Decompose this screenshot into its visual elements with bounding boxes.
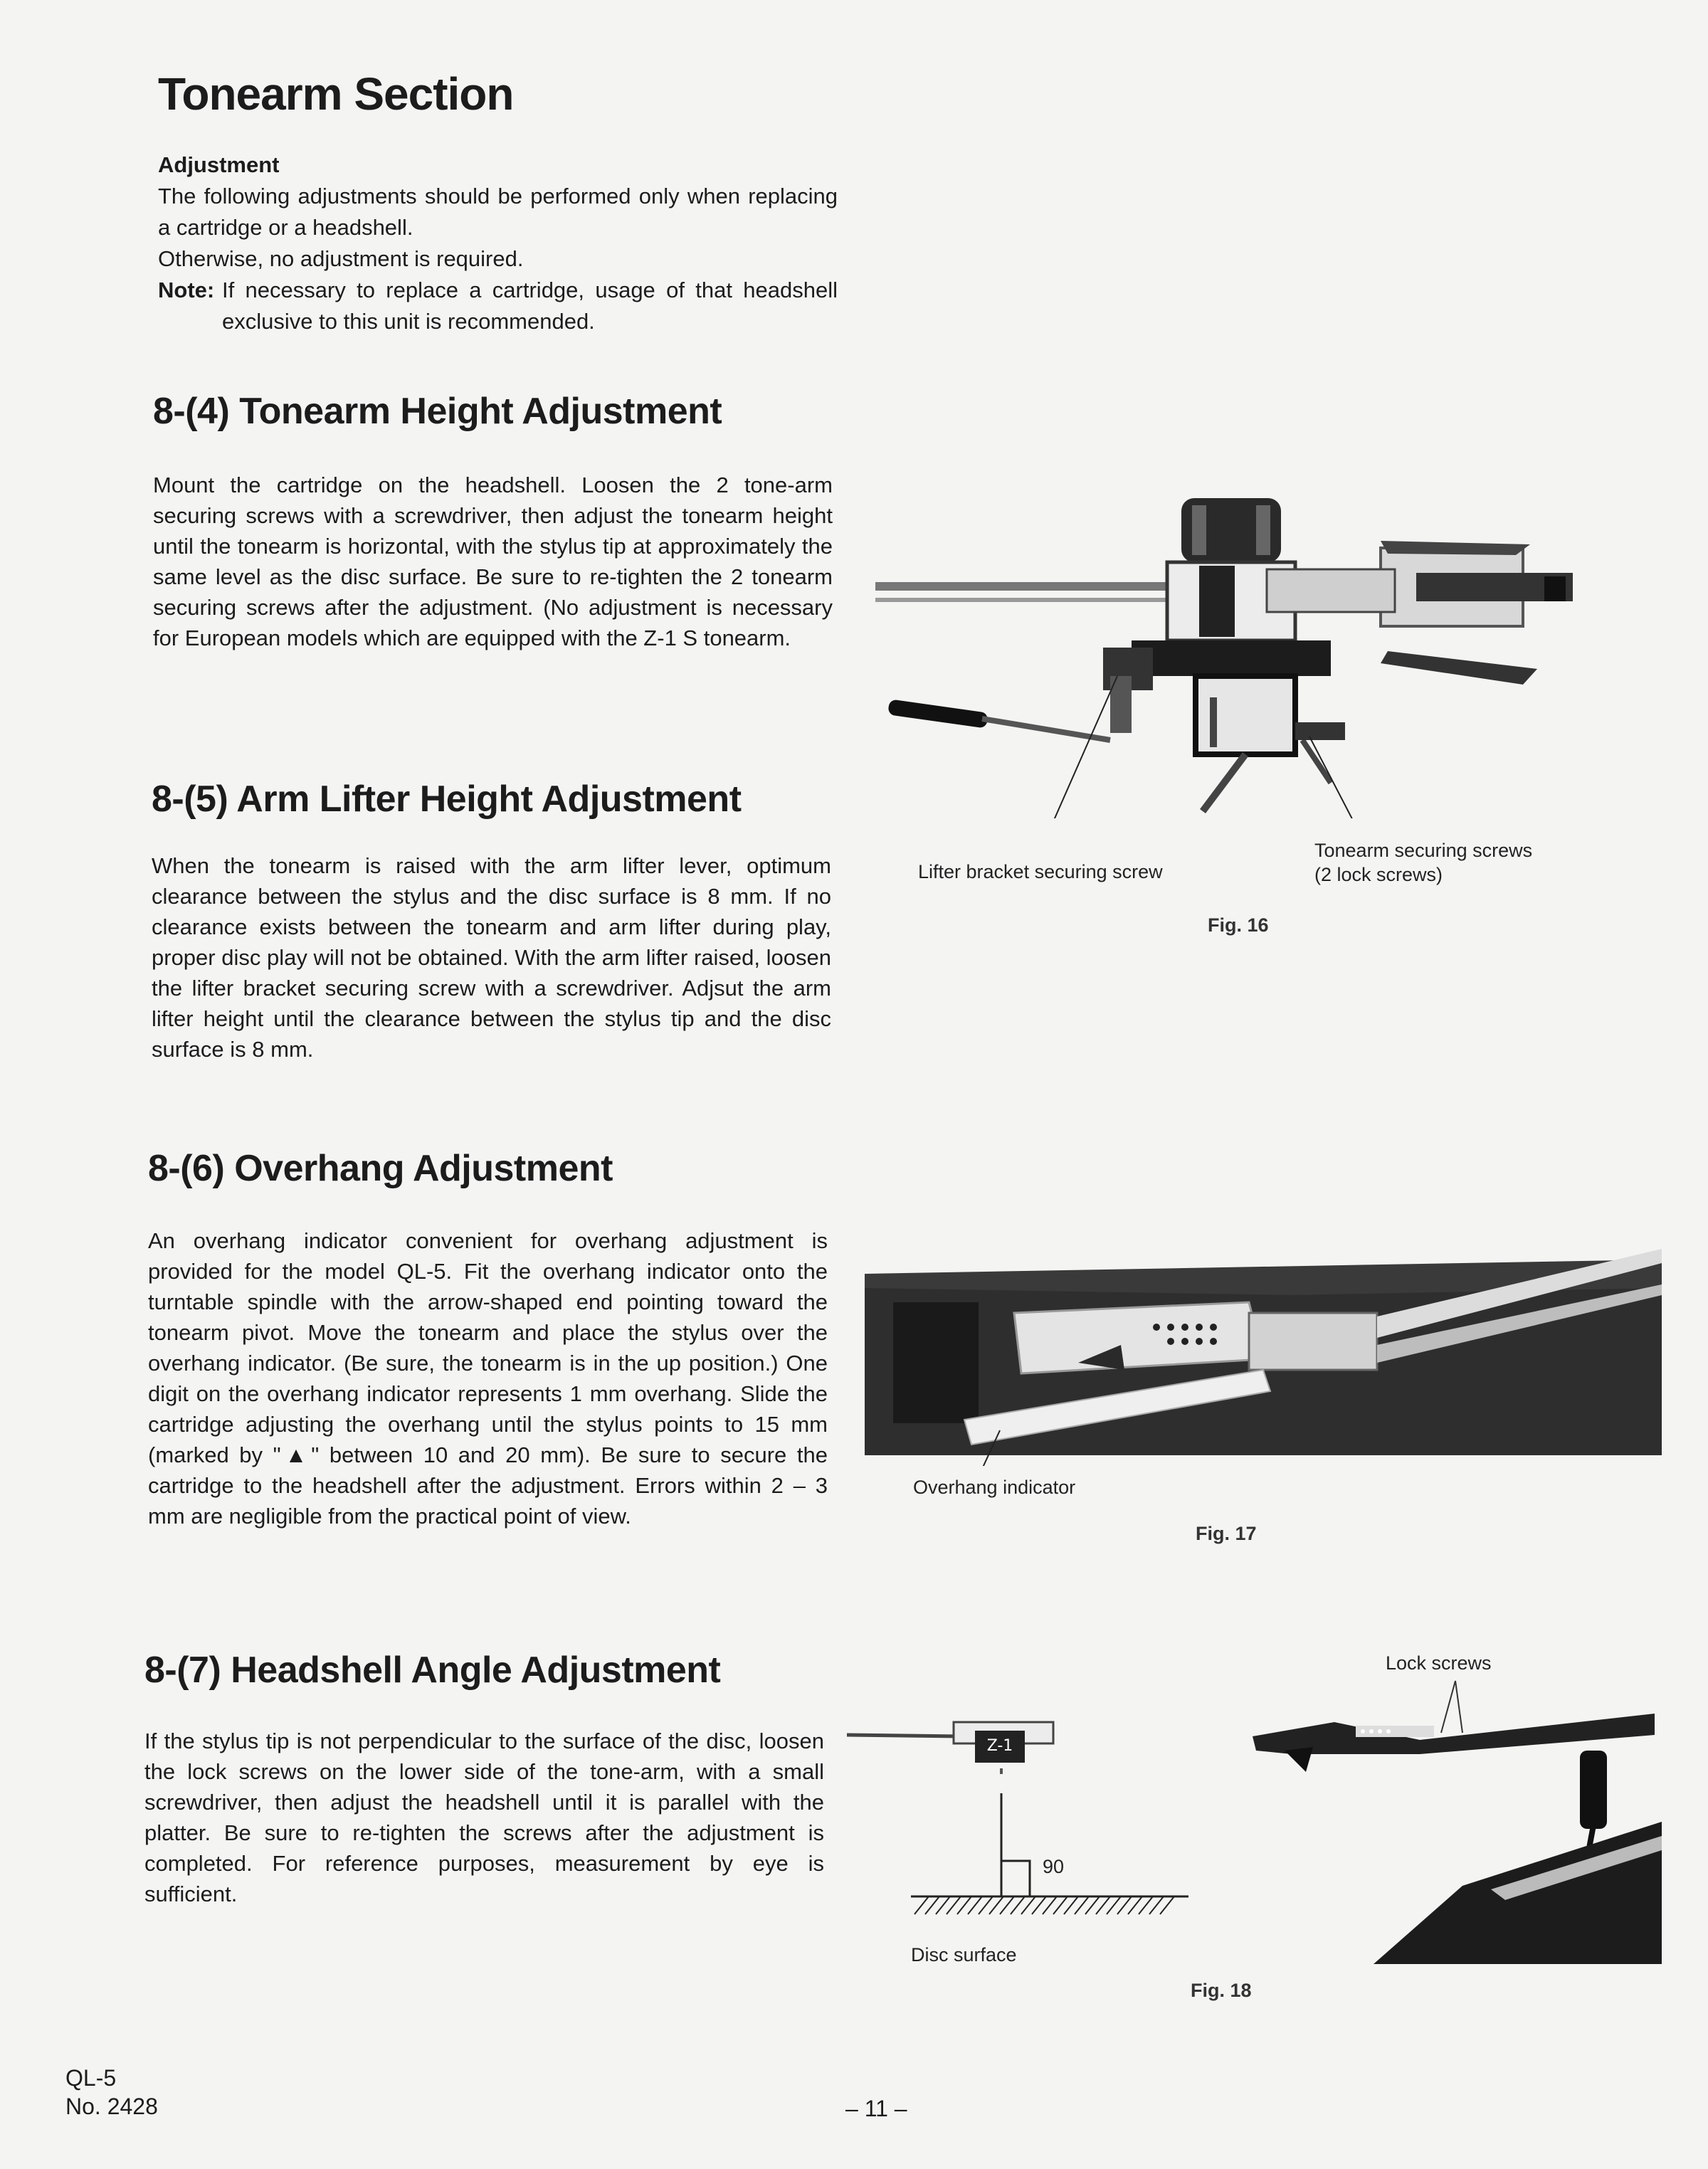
fig17-caption-overhang-indicator: Overhang indicator bbox=[913, 1477, 1076, 1498]
fig16-caption-line1: Tonearm securing screws bbox=[1314, 840, 1533, 861]
fig16-label: Fig. 16 bbox=[1208, 914, 1269, 936]
page-number: – 11 – bbox=[845, 2096, 907, 2121]
fig16-photo bbox=[875, 484, 1587, 818]
section-heading-8-5: 8-(5) Arm Lifter Height Adjustment bbox=[152, 779, 742, 820]
fig17-label: Fig. 17 bbox=[1196, 1523, 1257, 1544]
fig18-label: Fig. 18 bbox=[1191, 1980, 1252, 2001]
page-title: Tonearm Section bbox=[158, 68, 514, 120]
section-body-8-6: An overhang indicator convenient for overhang adjustment is provided for the model QL-5. Fit the overhang indicator onto the turntable spindle with the arrow-shaped end pointing toward the tonearm pivot. Move the tonearm and place the stylus over the overhang indicator. (Be sure, the tonearm is in the up position.) One digit on the overhang indicator represents 1 mm overhang. Slide the cartridge adjusting the overhang until the stylus points to 15 mm (marked by "▲" between 10 and 20 mm). Be sure to secure the cartridge to the headshell after the adjustment. Errors within 2 – 3 mm are negligible from the practical point of view. bbox=[148, 1228, 828, 1529]
intro-block bbox=[158, 149, 838, 337]
section-heading-8-6: 8-(6) Overhang Adjustment bbox=[148, 1148, 613, 1189]
fig16-caption-lifter-screw: Lifter bracket securing screw bbox=[918, 861, 1163, 882]
section-heading-8-7: 8-(7) Headshell Angle Adjustment bbox=[144, 1650, 721, 1691]
footer-number: No. 2428 bbox=[65, 2094, 158, 2119]
fig18-photo bbox=[1249, 1679, 1662, 1964]
section-body-8-4: Mount the cartridge on the headshell. Loosen the 2 tone-arm securing screws with a screwdriver, then adjust the tonearm height until the tonearm is horizontal, with the stylus tip at approximately the same level as the disc surface. Be sure to re-tighten the 2 tonearm securing screws after the adjustment. (No adjustment is necessary for European models which are equipped with the Z-1 S tonearm. bbox=[153, 473, 833, 650]
note-text: If necessary to replace a cartridge, usage of that headshell exclusive to this unit is recommended. bbox=[222, 278, 838, 334]
note bbox=[158, 275, 838, 337]
fig18-lock-screws-label: Lock screws bbox=[1386, 1652, 1492, 1674]
intro-text-2: Otherwise, no adjustment is required. bbox=[158, 246, 524, 271]
footer-model-block bbox=[65, 2064, 158, 2121]
fig16-caption-tonearm-screws bbox=[1314, 838, 1532, 887]
fig18-diagram bbox=[847, 1679, 1203, 1964]
fig18-angle-label: 90 bbox=[1043, 1856, 1065, 1877]
fig18-disc-surface-label: Disc surface bbox=[911, 1944, 1017, 1965]
note-label: Note: bbox=[158, 278, 215, 302]
svg-text:Z-1: Z-1 bbox=[986, 1737, 1013, 1755]
section-body-8-5: When the tonearm is raised with the arm lifter lever, optimum clearance between the stylus and the disc surface is 8 mm. If no clearance exists between the tonearm and arm lifter during play, proper disc play will not be obtained. With the arm lifter raised, loosen the lifter bracket securing screw with a screwdriver. Adjsut the arm lifter height until the clearance between the stylus tip and the disc surface is 8 mm. bbox=[152, 853, 831, 1062]
footer-model: QL-5 bbox=[65, 2065, 117, 2091]
fig16-caption-line2: (2 lock screws) bbox=[1314, 864, 1443, 885]
fig17-photo bbox=[865, 1245, 1662, 1466]
section-heading-8-4: 8-(4) Tonearm Height Adjustment bbox=[153, 391, 722, 432]
section-body-8-7: If the stylus tip is not perpendicular to the surface of the disc, loosen the lock screws on the lower side of the tone-arm, with a small screwdriver, then adjust the headshell until it is parallel with the platter. Be sure to re-tighten the screws after the adjustment is completed. For reference purposes, measurement by eye is sufficient. bbox=[144, 1729, 824, 1906]
adjustment-heading: Adjustment bbox=[158, 152, 280, 177]
intro-text: The following adjustments should be performed only when replacing a cartridge or a headshell. bbox=[158, 184, 838, 240]
